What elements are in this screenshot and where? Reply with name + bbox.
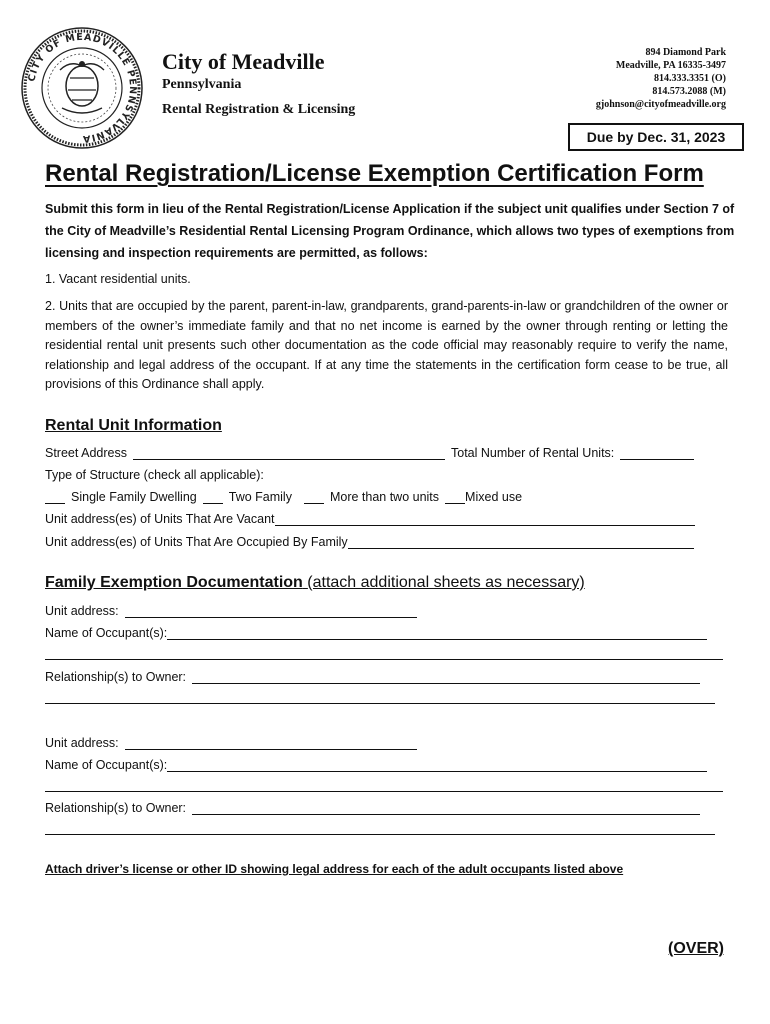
relationship-row-1 [45, 666, 700, 684]
street-address-row [45, 442, 694, 460]
unit-address-label-2: Unit address: [45, 736, 119, 750]
contact-block [596, 46, 726, 111]
family-heading-text: Family Exemption Documentation [45, 574, 303, 591]
vacant-units-label: Unit address(es) of Units That Are Vacant [45, 512, 275, 526]
option-mixed-use: Mixed use [465, 490, 523, 504]
unit-address-field-1[interactable] [125, 603, 417, 618]
department-name: Rental Registration & Licensing [162, 102, 356, 117]
relationship-extra-line-1[interactable] [45, 702, 715, 704]
option-two-family: Two Family [228, 490, 292, 504]
city-title: City of Meadville [162, 49, 325, 74]
occupant-extra-line-2[interactable] [45, 790, 723, 792]
occupant-row-2 [45, 754, 707, 772]
unit-address-row-1 [45, 600, 417, 618]
street-address-label: Street Address [45, 446, 127, 460]
vacant-units-field[interactable] [275, 511, 695, 526]
relationship-row-2 [45, 797, 700, 815]
relationship-label-1: Relationship(s) to Owner: [45, 670, 187, 684]
relationship-field-2[interactable] [192, 800, 700, 815]
checkbox-single-family[interactable] [45, 489, 65, 504]
occupant-extra-line-1[interactable] [45, 658, 723, 660]
relationship-extra-line-2[interactable] [45, 833, 715, 835]
total-units-field[interactable] [620, 445, 694, 460]
relationship-field-1[interactable] [192, 669, 700, 684]
contact-phone-office: 814.333.3351 (O) [654, 73, 726, 84]
family-exemption-heading [45, 574, 585, 592]
contact-phone-mobile: 814.573.2088 (M) [652, 86, 726, 97]
occupant-label-2: Name of Occupant(s): [45, 758, 168, 772]
family-heading-note: (attach additional sheets as necessary) [307, 574, 585, 591]
attach-id-note: Attach driver’s license or other ID showing legal address for each of the adult occupants listed above [45, 862, 624, 876]
unit-address-field-2[interactable] [125, 735, 417, 750]
city-seal-logo [20, 26, 144, 150]
contact-email[interactable]: gjohnson@cityofmeadville.org [595, 99, 726, 110]
unit-address-row-2 [45, 732, 417, 750]
over-page-label: (OVER) [668, 940, 724, 957]
rental-unit-heading: Rental Unit Information [45, 417, 222, 434]
exemption-item-2: 2. Units that are occupied by the parent, parent-in-law, grandparents, grand-parents-in-law or grandchildren of the owner or members of the owner’s immediate family and that no net income is earned by the owner through renting or letting the residential rental unit presents such other documentation as the code official may reasonably require to verify the name, relationship and legal address of the occupant. If at any time the statements in the certification form cease to be true, all provisions of this Ordinance shall apply. [45, 299, 728, 391]
occupied-units-label: Unit address(es) of Units That Are Occupied By Family [45, 535, 348, 549]
state-name: Pennsylvania [162, 77, 242, 92]
structure-type-label: Type of Structure (check all applicable): [45, 468, 264, 482]
checkbox-more-than-two[interactable] [304, 489, 324, 504]
relationship-label-2: Relationship(s) to Owner: [45, 801, 187, 815]
option-single-family: Single Family Dwelling [71, 490, 197, 504]
due-date-badge: Due by Dec. 31, 2023 [568, 123, 744, 151]
structure-type-row [45, 464, 264, 482]
total-units-label: Total Number of Rental Units: [451, 446, 615, 460]
occupant-field-1[interactable] [167, 625, 707, 640]
contact-street: 894 Diamond Park [645, 47, 726, 58]
intro-paragraph: Submit this form in lieu of the Rental Registration/License Application if the subject unit qualifies under Section 7 of the City of Meadville’s Residential Rental Licensing Program Ordinance, which allows two types of exemptions from licensing and inspection requirements are permitted, as follows: [45, 202, 735, 260]
option-more-than-two: More than two units [329, 490, 440, 504]
exemption-item-1: 1. Vacant residential units. [45, 272, 191, 286]
svg-text:CITY OF MEADVILLE PENNSYLVANIA: CITY OF MEADVILLE PENNSYLVANIA [26, 31, 139, 145]
contact-city-line: Meadville, PA 16335-3497 [615, 60, 726, 71]
occupied-units-field[interactable] [348, 534, 694, 549]
structure-options-row [45, 486, 522, 504]
occupant-field-2[interactable] [167, 757, 707, 772]
occupant-row-1 [45, 622, 707, 640]
street-address-field[interactable] [133, 445, 445, 460]
checkbox-mixed-use[interactable] [445, 489, 465, 504]
checkbox-two-family[interactable] [203, 489, 223, 504]
occupant-label-1: Name of Occupant(s): [45, 626, 168, 640]
form-title: Rental Registration/License Exemption Certification Form [45, 160, 704, 187]
vacant-units-row [45, 508, 695, 526]
occupied-units-row [45, 531, 694, 549]
unit-address-label-1: Unit address: [45, 604, 119, 618]
